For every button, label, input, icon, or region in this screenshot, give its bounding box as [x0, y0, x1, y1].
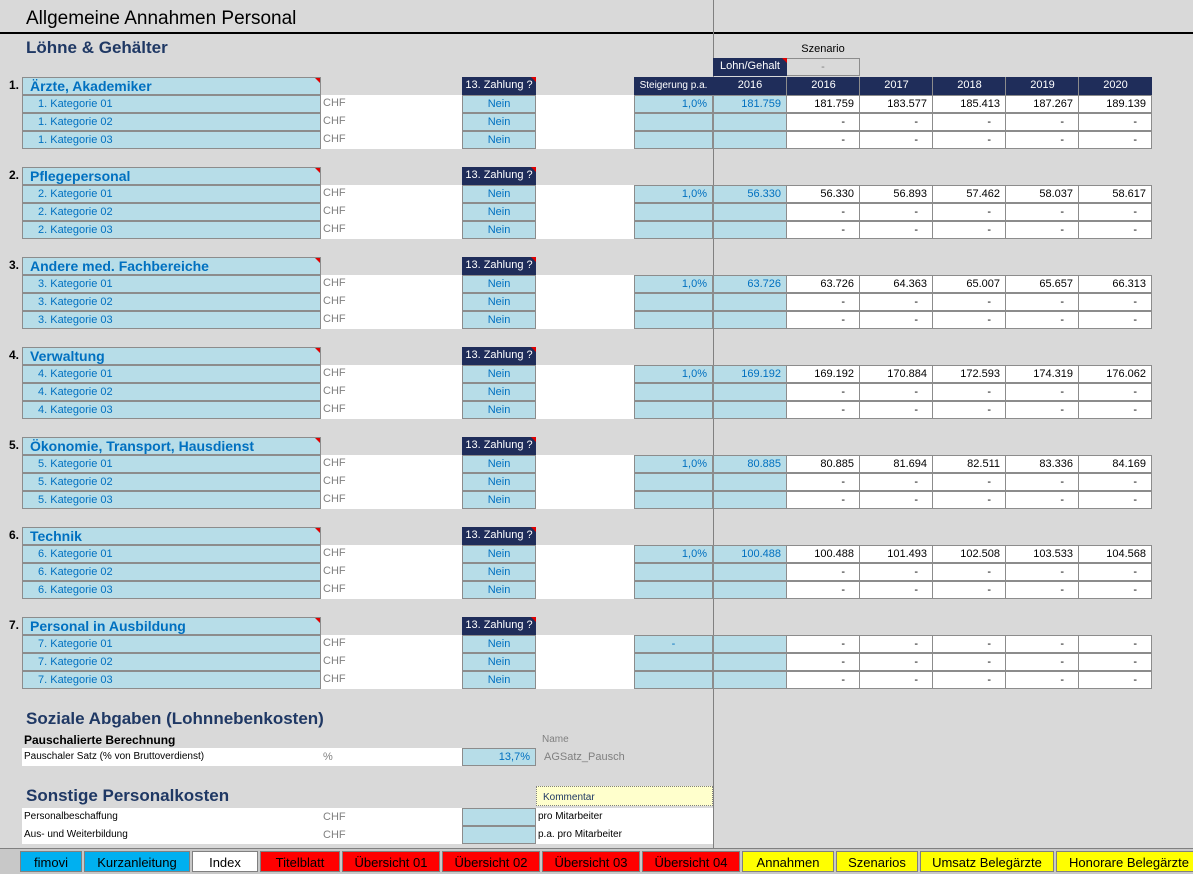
lohn-input[interactable]	[713, 401, 787, 419]
row-bg	[536, 401, 634, 419]
zahlung-select[interactable]: Nein	[462, 563, 536, 581]
group-number: 6.	[9, 528, 20, 542]
group-number: 7.	[9, 618, 20, 632]
year-value: -	[932, 635, 1006, 653]
steigerung-input[interactable]	[634, 383, 713, 401]
year-value: -	[1005, 401, 1079, 419]
year-value: -	[859, 311, 933, 329]
kategorie-label[interactable]: 4. Kategorie 03	[22, 401, 321, 419]
group-title: Ökonomie, Transport, Hausdienst	[22, 437, 321, 455]
year-value: 63.726	[786, 275, 860, 293]
currency-label: CHF	[323, 565, 346, 577]
year-value: -	[1078, 131, 1152, 149]
year-value: -	[1078, 221, 1152, 239]
lohn-input[interactable]	[713, 473, 787, 491]
szenario-label: Szenario	[801, 43, 845, 55]
year-value: 57.462	[932, 185, 1006, 203]
row-bg	[536, 563, 634, 581]
year-header: 2016	[786, 77, 860, 95]
year-value: -	[1078, 671, 1152, 689]
year-header: 2018	[932, 77, 1006, 95]
zahlung-select[interactable]: Nein	[462, 635, 536, 653]
currency-label: CHF	[323, 385, 346, 397]
currency-label: CHF	[323, 655, 346, 667]
row-bg	[536, 491, 634, 509]
kategorie-label[interactable]: 5. Kategorie 03	[22, 491, 321, 509]
pauschal-row-label: Pauschaler Satz (% von Bruttoverdienst)	[22, 748, 462, 766]
szenario-value[interactable]: -	[786, 58, 860, 76]
year-value: 181.759	[786, 95, 860, 113]
group-title: Verwaltung	[22, 347, 321, 365]
currency-label: CHF	[323, 223, 346, 235]
steigerung-input[interactable]: 1,0%	[634, 455, 713, 473]
lohn-input[interactable]	[713, 203, 787, 221]
sonstige-comment: p.a. pro Mitarbeiter	[536, 826, 713, 844]
lohn-input[interactable]	[713, 563, 787, 581]
currency-label: CHF	[323, 295, 346, 307]
row-bg	[536, 113, 634, 131]
year-value: -	[786, 563, 860, 581]
zahlung-select[interactable]: Nein	[462, 545, 536, 563]
zahlung-header: 13. Zahlung ?	[462, 257, 536, 275]
row-bg	[536, 311, 634, 329]
currency-label: CHF	[323, 457, 346, 469]
row-bg	[536, 221, 634, 239]
steigerung-input[interactable]	[634, 671, 713, 689]
currency-label: CHF	[323, 277, 346, 289]
group-number: 1.	[9, 78, 20, 92]
year-value: -	[1078, 581, 1152, 599]
year-value: 100.488	[786, 545, 860, 563]
year-value: -	[786, 671, 860, 689]
lohn-input[interactable]	[713, 113, 787, 131]
group-number: 5.	[9, 438, 20, 452]
row-bg	[536, 275, 634, 293]
kategorie-label[interactable]: 6. Kategorie 01	[22, 545, 321, 563]
steigerung-input[interactable]	[634, 563, 713, 581]
steigerung-input[interactable]	[634, 653, 713, 671]
year-value: -	[932, 401, 1006, 419]
steigerung-input[interactable]: 1,0%	[634, 95, 713, 113]
sheet-tab[interactable]: Übersicht 03	[542, 851, 640, 872]
zahlung-select[interactable]: Nein	[462, 581, 536, 599]
currency-label: CHF	[323, 115, 346, 127]
zahlung-select[interactable]: Nein	[462, 491, 536, 509]
year-value: 174.319	[1005, 365, 1079, 383]
sonstige-unit: CHF	[323, 811, 346, 823]
row-bg	[536, 671, 634, 689]
sheet-tab[interactable]: Übersicht 01	[342, 851, 440, 872]
zahlung-select[interactable]: Nein	[462, 311, 536, 329]
year-value: 172.593	[932, 365, 1006, 383]
lohn-input[interactable]	[713, 221, 787, 239]
steigerung-input[interactable]: 1,0%	[634, 545, 713, 563]
year-value: 81.694	[859, 455, 933, 473]
year-value: 56.330	[786, 185, 860, 203]
row-bg	[536, 131, 634, 149]
lohn-input[interactable]: 63.726	[713, 275, 787, 293]
year-value: -	[932, 581, 1006, 599]
year-value: -	[1005, 491, 1079, 509]
year-value: -	[1078, 473, 1152, 491]
steigerung-input[interactable]	[634, 491, 713, 509]
zahlung-select[interactable]: Nein	[462, 365, 536, 383]
sheet-tab[interactable]: Szenarios	[836, 851, 918, 872]
kategorie-label[interactable]: 3. Kategorie 01	[22, 275, 321, 293]
year-value: -	[859, 203, 933, 221]
lohn-input[interactable]: 80.885	[713, 455, 787, 473]
lohn-input[interactable]	[713, 311, 787, 329]
pauschal-name-value: AGSatz_Pausch	[544, 751, 625, 763]
year-value: -	[1005, 581, 1079, 599]
kategorie-label[interactable]: 4. Kategorie 02	[22, 383, 321, 401]
year-value: -	[1005, 653, 1079, 671]
lohn-input[interactable]	[713, 383, 787, 401]
year-value: -	[932, 383, 1006, 401]
year-value: -	[859, 113, 933, 131]
zahlung-header: 13. Zahlung ?	[462, 437, 536, 455]
year-value: 58.037	[1005, 185, 1079, 203]
year-value: -	[1078, 293, 1152, 311]
lohn-input[interactable]: 181.759	[713, 95, 787, 113]
year-value: -	[1078, 401, 1152, 419]
currency-label: CHF	[323, 133, 346, 145]
lohn-input[interactable]	[713, 293, 787, 311]
year-value: 104.568	[1078, 545, 1152, 563]
row-bg	[536, 653, 634, 671]
zahlung-select[interactable]: Nein	[462, 473, 536, 491]
year-value: -	[786, 203, 860, 221]
year-value: 82.511	[932, 455, 1006, 473]
zahlung-header: 13. Zahlung ?	[462, 617, 536, 635]
currency-label: CHF	[323, 475, 346, 487]
year-value: -	[786, 311, 860, 329]
lohn-input[interactable]	[713, 653, 787, 671]
year-value: -	[859, 563, 933, 581]
year-value: -	[859, 221, 933, 239]
sheet-tab[interactable]: fimovi	[20, 851, 82, 872]
zahlung-select[interactable]: Nein	[462, 383, 536, 401]
year-value: 176.062	[1078, 365, 1152, 383]
kategorie-label[interactable]: 6. Kategorie 02	[22, 563, 321, 581]
year-value: 83.336	[1005, 455, 1079, 473]
lohn-gehalt-header: Lohn/Gehalt	[713, 58, 787, 76]
year-value: -	[786, 131, 860, 149]
sonstige-input[interactable]	[462, 808, 536, 826]
currency-label: CHF	[323, 673, 346, 685]
year-value: 101.493	[859, 545, 933, 563]
year-value: 103.533	[1005, 545, 1079, 563]
kategorie-label[interactable]: 4. Kategorie 01	[22, 365, 321, 383]
year-value: 169.192	[786, 365, 860, 383]
group-number: 4.	[9, 348, 20, 362]
kommentar-header: Kommentar	[536, 786, 713, 806]
year-value: 170.884	[859, 365, 933, 383]
currency-label: CHF	[323, 205, 346, 217]
year-value: 58.617	[1078, 185, 1152, 203]
row-bg	[536, 581, 634, 599]
kategorie-label[interactable]: 3. Kategorie 02	[22, 293, 321, 311]
steigerung-input[interactable]	[634, 311, 713, 329]
row-bg	[536, 635, 634, 653]
group-number: 2.	[9, 168, 20, 182]
year-value: 102.508	[932, 545, 1006, 563]
zahlung-select[interactable]: Nein	[462, 203, 536, 221]
year-value: -	[786, 653, 860, 671]
year-value: -	[1005, 221, 1079, 239]
group-title: Ärzte, Akademiker	[22, 77, 321, 95]
year-value: -	[786, 221, 860, 239]
sheet-tab[interactable]: Annahmen	[742, 851, 834, 872]
steigerung-header: Steigerung p.a.	[634, 77, 713, 95]
title-divider	[0, 32, 1193, 34]
zahlung-select[interactable]: Nein	[462, 95, 536, 113]
steigerung-input[interactable]	[634, 401, 713, 419]
soziale-abgaben-title: Soziale Abgaben (Lohnnebenkosten)	[26, 709, 324, 728]
page-title: Allgemeine Annahmen Personal	[26, 8, 297, 29]
sonstige-label: Aus- und Weiterbildung	[22, 826, 462, 844]
group-number: 3.	[9, 258, 20, 272]
steigerung-input[interactable]	[634, 221, 713, 239]
row-bg	[536, 473, 634, 491]
kategorie-label[interactable]: 1. Kategorie 02	[22, 113, 321, 131]
currency-label: CHF	[323, 403, 346, 415]
steigerung-input[interactable]: 1,0%	[634, 275, 713, 293]
lohn-input[interactable]	[713, 491, 787, 509]
sonstige-title: Sonstige Personalkosten	[26, 786, 230, 805]
year-value: 64.363	[859, 275, 933, 293]
year-value: -	[1005, 473, 1079, 491]
sheet-tab[interactable]: Kurzanleitung	[84, 851, 190, 872]
zahlung-select[interactable]: Nein	[462, 221, 536, 239]
steigerung-input[interactable]	[634, 131, 713, 149]
year-value: -	[786, 293, 860, 311]
year-value: 189.139	[1078, 95, 1152, 113]
steigerung-input[interactable]	[634, 473, 713, 491]
year-header: 2019	[1005, 77, 1079, 95]
year-value: -	[859, 581, 933, 599]
currency-label: CHF	[323, 97, 346, 109]
kategorie-label[interactable]: 7. Kategorie 03	[22, 671, 321, 689]
zahlung-select[interactable]: Nein	[462, 401, 536, 419]
base-year-header: 2016	[713, 77, 787, 95]
row-bg	[536, 95, 634, 113]
year-value: -	[1005, 383, 1079, 401]
currency-label: CHF	[323, 313, 346, 325]
kategorie-label[interactable]: 1. Kategorie 03	[22, 131, 321, 149]
currency-label: CHF	[323, 547, 346, 559]
steigerung-input[interactable]: 1,0%	[634, 365, 713, 383]
year-value: -	[1078, 563, 1152, 581]
year-value: 185.413	[932, 95, 1006, 113]
row-bg	[536, 365, 634, 383]
sheet-tab[interactable]: Honorare Belegärzte	[1056, 851, 1193, 872]
row-bg	[536, 293, 634, 311]
currency-label: CHF	[323, 637, 346, 649]
lohn-input[interactable]: 100.488	[713, 545, 787, 563]
year-value: -	[932, 563, 1006, 581]
row-bg	[536, 545, 634, 563]
kategorie-label[interactable]: 6. Kategorie 03	[22, 581, 321, 599]
currency-label: CHF	[323, 583, 346, 595]
year-value: -	[786, 113, 860, 131]
group-title: Andere med. Fachbereiche	[22, 257, 321, 275]
zahlung-select[interactable]: Nein	[462, 293, 536, 311]
zahlung-select[interactable]: Nein	[462, 185, 536, 203]
zahlung-select[interactable]: Nein	[462, 653, 536, 671]
kategorie-label[interactable]: 7. Kategorie 02	[22, 653, 321, 671]
year-value: -	[786, 401, 860, 419]
zahlung-select[interactable]: Nein	[462, 275, 536, 293]
year-value: -	[1005, 131, 1079, 149]
year-value: -	[932, 113, 1006, 131]
kategorie-label[interactable]: 5. Kategorie 01	[22, 455, 321, 473]
year-value: -	[1005, 113, 1079, 131]
sheet-tab[interactable]: Übersicht 04	[642, 851, 740, 872]
row-bg	[536, 185, 634, 203]
year-value: 56.893	[859, 185, 933, 203]
group-title: Technik	[22, 527, 321, 545]
year-header: 2017	[859, 77, 933, 95]
year-value: -	[932, 653, 1006, 671]
year-value: 187.267	[1005, 95, 1079, 113]
currency-label: CHF	[323, 367, 346, 379]
steigerung-input[interactable]	[634, 293, 713, 311]
year-value: -	[859, 653, 933, 671]
row-bg	[536, 203, 634, 221]
zahlung-select[interactable]: Nein	[462, 455, 536, 473]
year-value: -	[1005, 563, 1079, 581]
year-value: -	[932, 473, 1006, 491]
year-value: 80.885	[786, 455, 860, 473]
sonstige-label: Personalbeschaffung	[22, 808, 462, 826]
year-value: -	[932, 311, 1006, 329]
year-value: 65.657	[1005, 275, 1079, 293]
lohn-input[interactable]	[713, 581, 787, 599]
year-value: -	[786, 491, 860, 509]
lohn-input[interactable]: 169.192	[713, 365, 787, 383]
year-value: 65.007	[932, 275, 1006, 293]
year-value: -	[859, 671, 933, 689]
kategorie-label[interactable]: 5. Kategorie 02	[22, 473, 321, 491]
sheet-tab[interactable]: Index	[192, 851, 258, 872]
year-value: -	[1078, 203, 1152, 221]
row-bg	[536, 455, 634, 473]
zahlung-header: 13. Zahlung ?	[462, 77, 536, 95]
lohn-input[interactable]: 56.330	[713, 185, 787, 203]
currency-label: CHF	[323, 187, 346, 199]
sheet-tab[interactable]: Titelblatt	[260, 851, 340, 872]
year-value: -	[932, 203, 1006, 221]
year-value: -	[1005, 293, 1079, 311]
kategorie-label[interactable]: 1. Kategorie 01	[22, 95, 321, 113]
kategorie-label[interactable]: 2. Kategorie 02	[22, 203, 321, 221]
year-value: -	[932, 293, 1006, 311]
sheet-tab[interactable]: Umsatz Belegärzte	[920, 851, 1054, 872]
group-title: Personal in Ausbildung	[22, 617, 321, 635]
year-value: -	[859, 293, 933, 311]
kategorie-label[interactable]: 2. Kategorie 03	[22, 221, 321, 239]
year-value: -	[786, 383, 860, 401]
zahlung-header: 13. Zahlung ?	[462, 527, 536, 545]
sonstige-input[interactable]	[462, 826, 536, 844]
steigerung-input[interactable]	[634, 113, 713, 131]
steigerung-input[interactable]	[634, 203, 713, 221]
year-value: -	[1005, 635, 1079, 653]
year-value: 84.169	[1078, 455, 1152, 473]
year-value: -	[859, 635, 933, 653]
year-value: -	[932, 671, 1006, 689]
year-value: -	[1078, 491, 1152, 509]
lohn-input[interactable]	[713, 671, 787, 689]
sonstige-unit: CHF	[323, 829, 346, 841]
year-value: -	[1078, 311, 1152, 329]
lohn-input[interactable]	[713, 635, 787, 653]
year-value: 183.577	[859, 95, 933, 113]
zahlung-select[interactable]: Nein	[462, 131, 536, 149]
year-value: -	[1005, 671, 1079, 689]
year-value: -	[1078, 653, 1152, 671]
year-value: -	[786, 581, 860, 599]
year-value: 66.313	[1078, 275, 1152, 293]
name-label: Name	[542, 734, 569, 745]
steigerung-input[interactable]: 1,0%	[634, 185, 713, 203]
year-value: -	[786, 635, 860, 653]
year-value: -	[1078, 113, 1152, 131]
year-value: -	[1078, 383, 1152, 401]
kategorie-label[interactable]: 2. Kategorie 01	[22, 185, 321, 203]
currency-label: CHF	[323, 493, 346, 505]
sonstige-comment: pro Mitarbeiter	[536, 808, 713, 826]
year-value: -	[1078, 635, 1152, 653]
pauschal-satz-input[interactable]: 13,7%	[462, 748, 536, 766]
lohn-input[interactable]	[713, 131, 787, 149]
pauschal-unit: %	[323, 751, 333, 763]
zahlung-header: 13. Zahlung ?	[462, 167, 536, 185]
pauschal-subtitle: Pauschalierte Berechnung	[24, 733, 176, 747]
year-value: -	[932, 131, 1006, 149]
year-value: -	[859, 473, 933, 491]
year-value: -	[859, 383, 933, 401]
zahlung-select[interactable]: Nein	[462, 113, 536, 131]
year-value: -	[1005, 311, 1079, 329]
section-loehne-title: Löhne & Gehälter	[26, 38, 168, 57]
year-value: -	[932, 221, 1006, 239]
row-bg	[536, 383, 634, 401]
year-header: 2020	[1078, 77, 1152, 95]
zahlung-select[interactable]: Nein	[462, 671, 536, 689]
year-value: -	[1005, 203, 1079, 221]
year-value: -	[859, 131, 933, 149]
year-value: -	[786, 473, 860, 491]
kategorie-label[interactable]: 7. Kategorie 01	[22, 635, 321, 653]
sheet-tab[interactable]: Übersicht 02	[442, 851, 540, 872]
zahlung-header: 13. Zahlung ?	[462, 347, 536, 365]
steigerung-input[interactable]	[634, 581, 713, 599]
steigerung-input[interactable]: -	[634, 635, 713, 653]
year-value: -	[859, 491, 933, 509]
year-value: -	[859, 401, 933, 419]
group-title: Pflegepersonal	[22, 167, 321, 185]
kategorie-label[interactable]: 3. Kategorie 03	[22, 311, 321, 329]
year-value: -	[932, 491, 1006, 509]
